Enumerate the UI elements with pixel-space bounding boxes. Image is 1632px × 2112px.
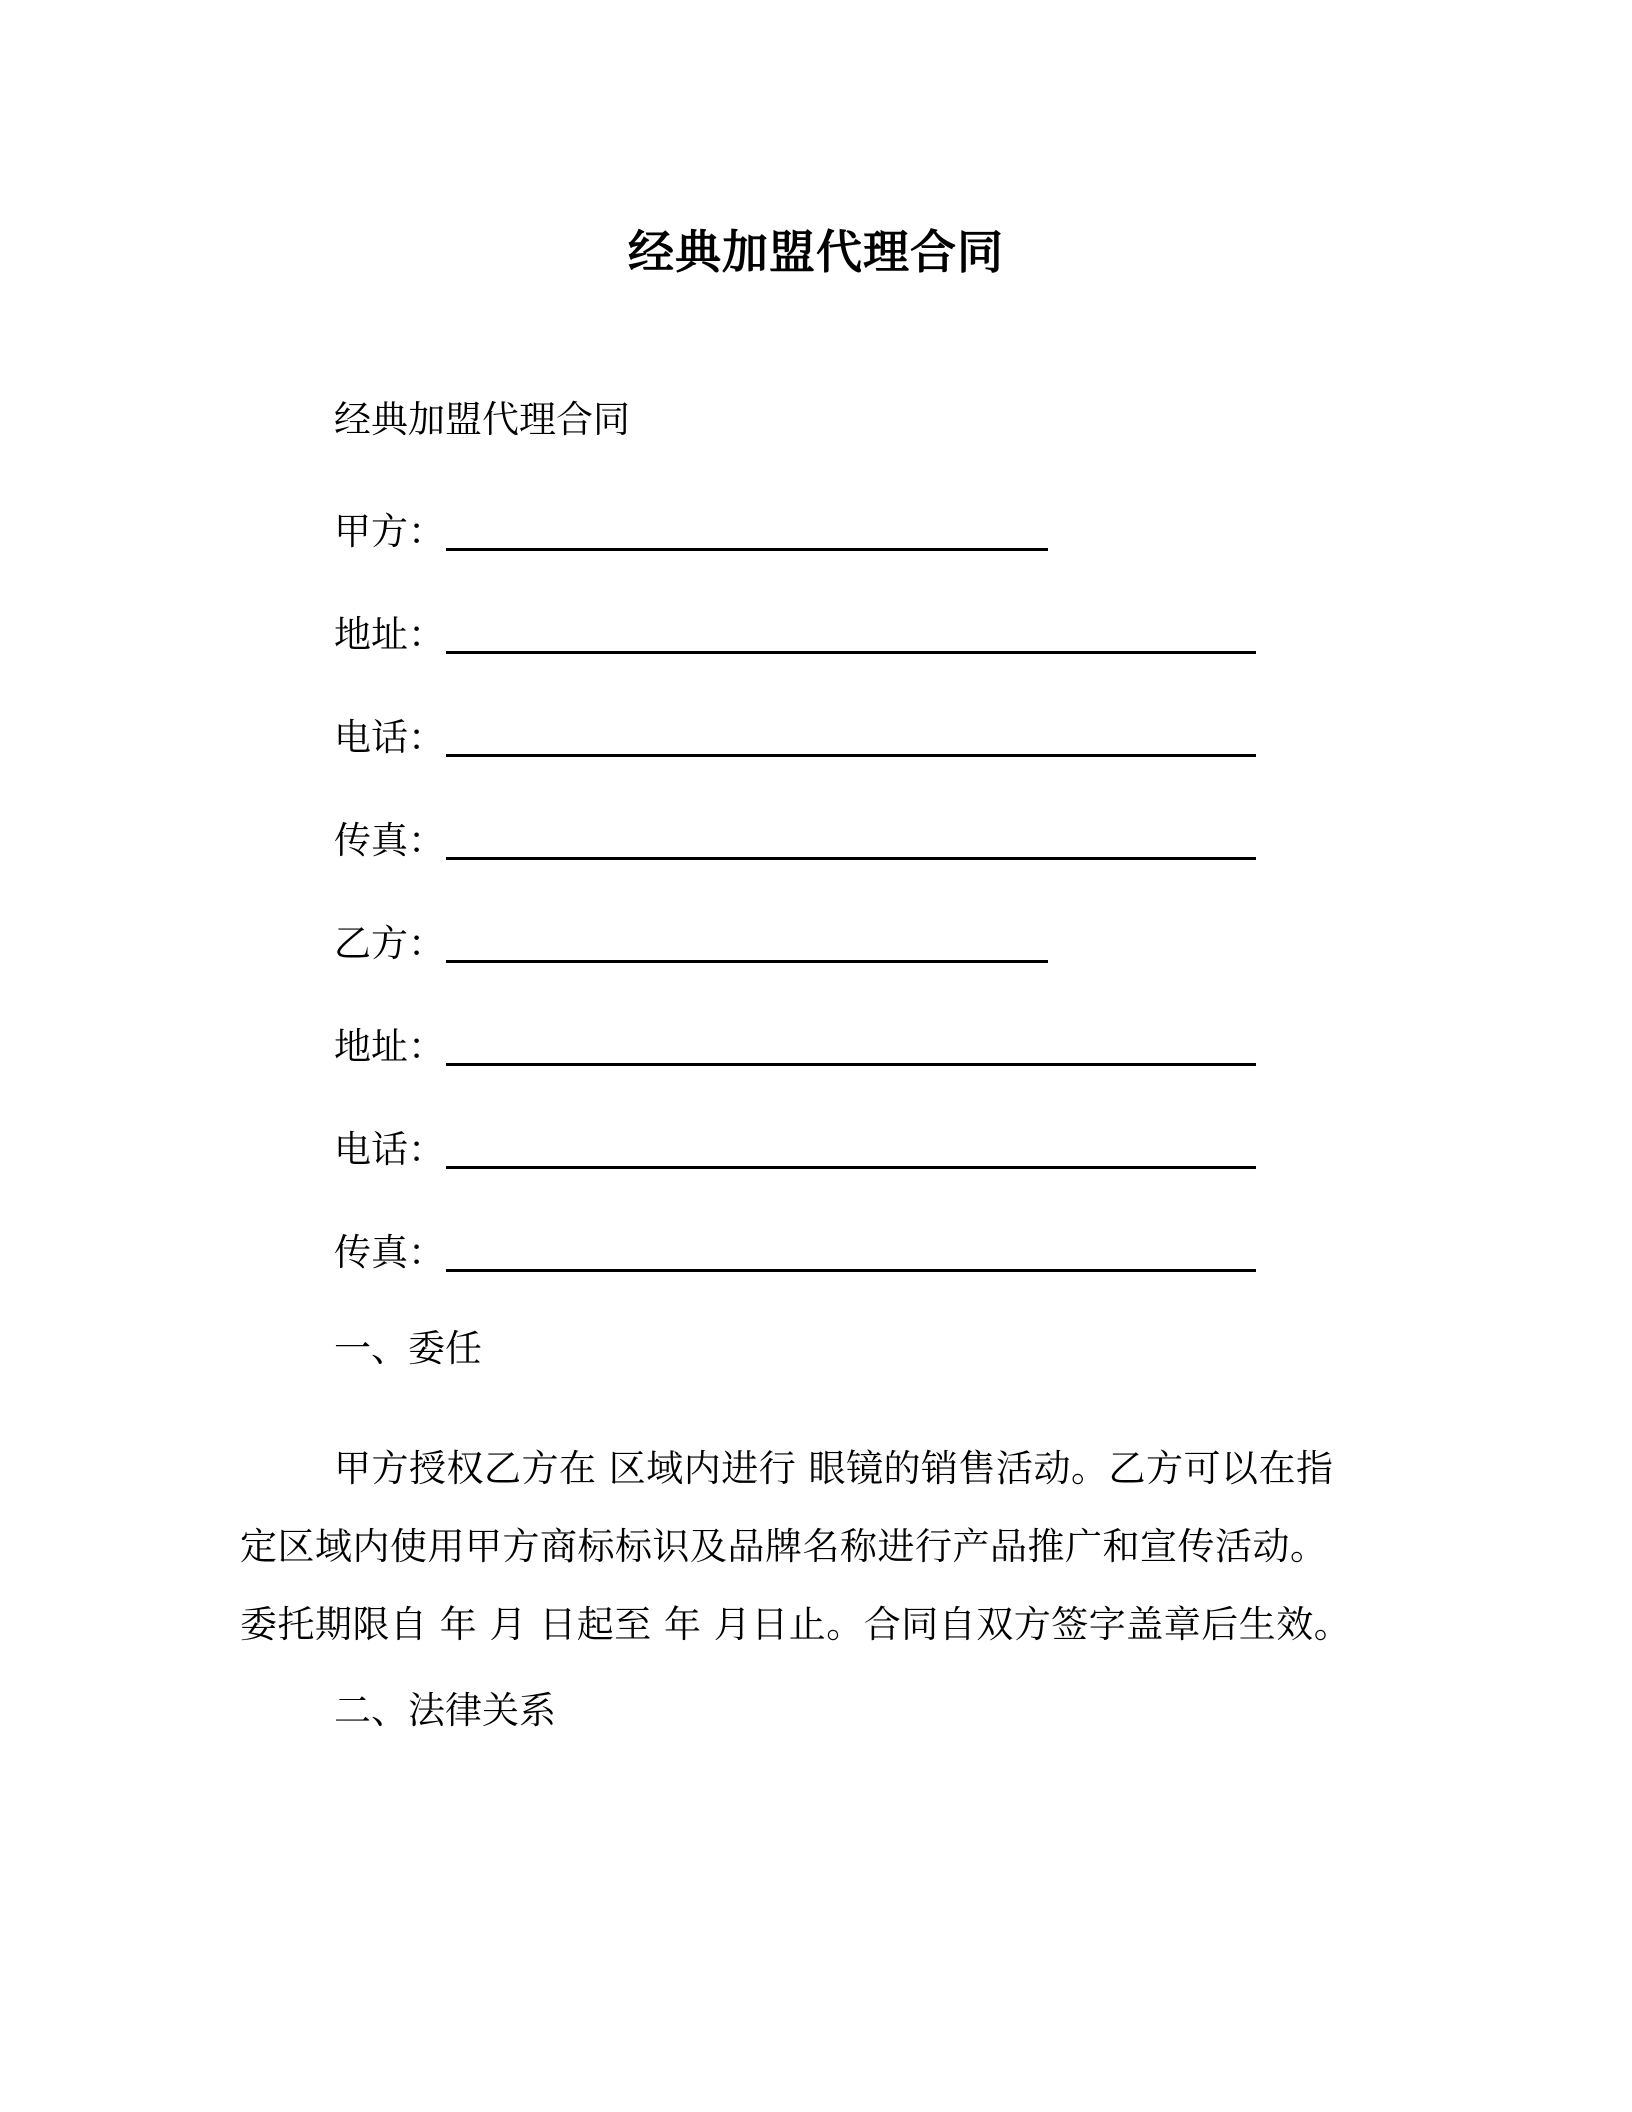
section-heading-appointment: 一、委任: [334, 1327, 482, 1370]
party-a-phone-field: [334, 714, 445, 762]
party-a-phone-label: 电话: [334, 716, 408, 759]
party-b-phone-blank[interactable]: [446, 1166, 1256, 1169]
party-a-fax-blank[interactable]: [446, 857, 1256, 860]
party-b-name-label: 乙方: [334, 922, 408, 965]
colon: ：: [408, 819, 445, 862]
party-a-address-label: 地址: [334, 613, 408, 656]
party-a-fax-field: [334, 817, 445, 865]
party-b-phone-label: 电话: [334, 1128, 408, 1171]
party-b-fax-blank[interactable]: [446, 1269, 1256, 1272]
colon: ：: [408, 1128, 445, 1171]
party-a-name-label: 甲方: [334, 510, 408, 553]
colon: ：: [408, 716, 445, 759]
party-b-name-field: [334, 920, 445, 968]
colon: ：: [408, 1231, 445, 1274]
party-b-address-blank[interactable]: [446, 1063, 1256, 1066]
colon: ：: [408, 1025, 445, 1068]
party-b-phone-field: [334, 1126, 445, 1174]
party-b-fax-field: [334, 1229, 445, 1277]
party-a-name-field: [334, 508, 445, 556]
colon: ：: [408, 510, 445, 553]
party-a-name-blank[interactable]: [446, 548, 1048, 551]
party-a-phone-blank[interactable]: [446, 754, 1256, 757]
party-a-fax-label: 传真: [334, 819, 408, 862]
colon: ：: [408, 613, 445, 656]
party-b-address-field: [334, 1023, 445, 1071]
party-b-fax-label: 传真: [334, 1231, 408, 1274]
party-b-name-blank[interactable]: [446, 960, 1048, 963]
document-subtitle: 经典加盟代理合同: [334, 398, 630, 441]
party-b-address-label: 地址: [334, 1025, 408, 1068]
section-heading-legal-relationship: 二、法律关系: [334, 1689, 556, 1732]
document-title: 经典加盟代理合同: [628, 225, 1004, 279]
section-body-appointment: 甲方授权乙方在 区域内进行 眼镜的销售活动。乙方可以在指定区域内使用甲方商标标识及品牌名称进行产品推广和宣传活动。委托期限自 年 月 日起至 年 月日止。合同自双方签字盖章后生效。: [240, 1447, 1352, 1646]
party-a-address-field: [334, 611, 445, 659]
colon: ：: [408, 922, 445, 965]
party-a-address-blank[interactable]: [446, 651, 1256, 654]
